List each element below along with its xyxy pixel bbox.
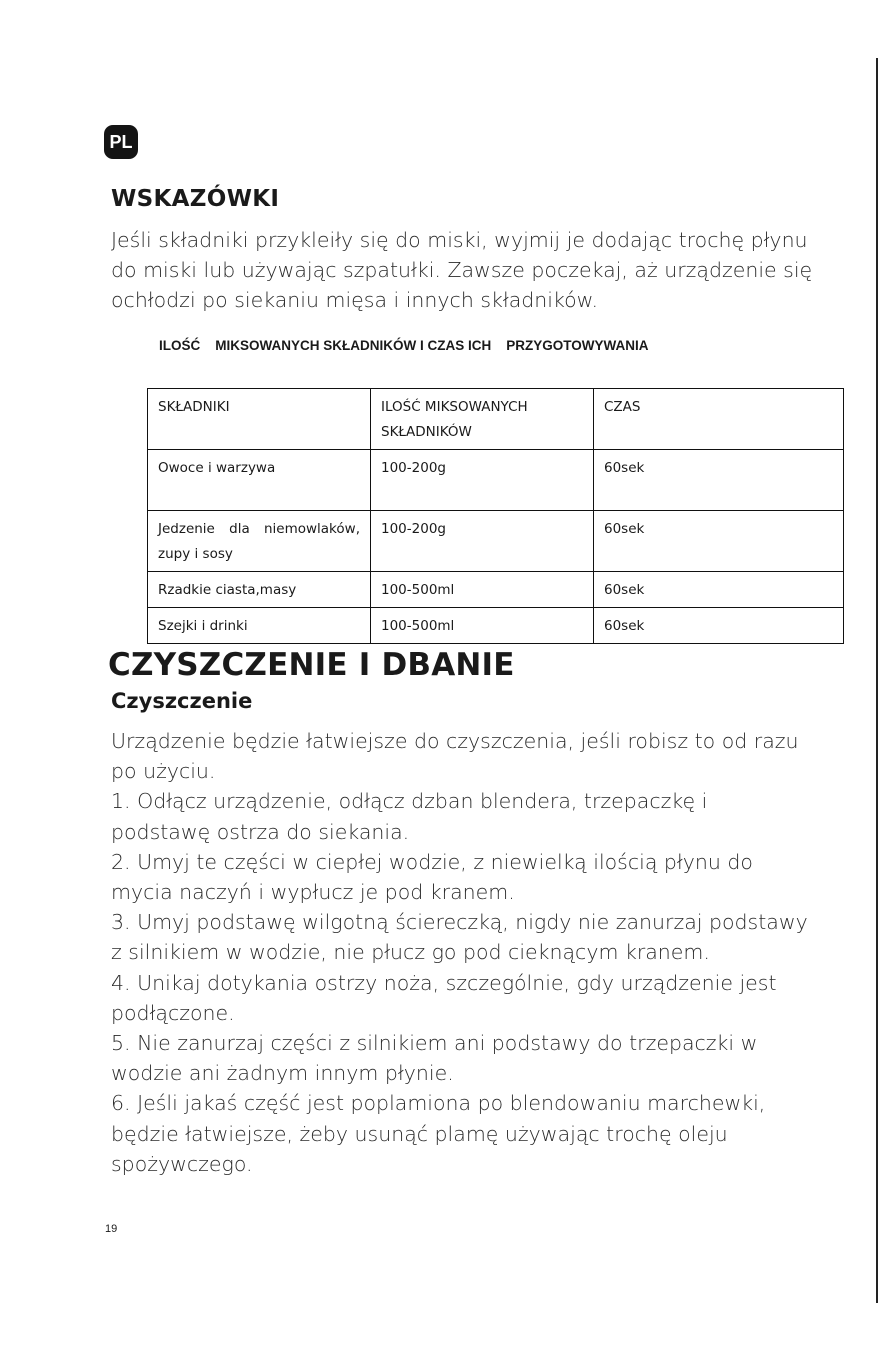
ingredient-label: Owoce i warzywa bbox=[158, 460, 276, 476]
page-edge-rule bbox=[876, 58, 878, 1303]
table-row bbox=[148, 608, 844, 644]
table-header-row bbox=[148, 389, 844, 450]
mixing-table bbox=[147, 388, 844, 644]
cell-quantity: 100-200g bbox=[371, 511, 594, 572]
cell-time: 60sek bbox=[594, 511, 844, 572]
cell-time: 60sek bbox=[594, 572, 844, 608]
cell-quantity: 100-200g bbox=[371, 450, 594, 511]
cleaning-heading: CZYSZCZENIE I DBANIE bbox=[108, 647, 515, 683]
table-row bbox=[148, 450, 844, 511]
header-time: CZAS bbox=[594, 389, 844, 450]
language-badge: PL bbox=[104, 125, 138, 159]
cell-ingredient: Szejki i drinki bbox=[148, 608, 371, 644]
cleaning-step-2: 2. Umyj te części w ciepłej wodzie, z niewielką ilością płynu do mycia naczyń i wypłucz je pod kranem. bbox=[111, 849, 753, 905]
tips-heading: WSKAZÓWKI bbox=[111, 186, 280, 212]
cell-ingredient: Rzadkie ciasta,masy bbox=[148, 572, 371, 608]
header-ingredients: SKŁADNIKI bbox=[148, 389, 371, 450]
cleaning-step-4: 4. Unikaj dotykania ostrzy noża, szczególnie, gdy urządzenie jest podłączone. bbox=[111, 970, 777, 1025]
cleaning-step-6: 6. Jeśli jakaś część jest poplamiona po blendowaniu marchewki, będzie łatwiejsze, żeby usunąć plamę używając trochę oleju spożywczego. bbox=[111, 1091, 766, 1176]
cell-time: 60sek bbox=[594, 608, 844, 644]
cell-quantity: 100-500ml bbox=[371, 608, 594, 644]
cell-ingredient: Jedzenie dla niemowlaków, zupy i sosy bbox=[148, 511, 371, 572]
table-row bbox=[148, 572, 844, 608]
cleaning-step-3: 3. Umyj podstawę wilgotną ściereczką, nigdy nie zanurzaj podstawy z silnikiem w wodzie, nie płucz go pod cieknącym kranem. bbox=[111, 910, 808, 965]
table-row bbox=[148, 511, 844, 572]
cell-quantity: 100-500ml bbox=[371, 572, 594, 608]
cell-time: 60sek bbox=[594, 450, 844, 511]
page-number: 19 bbox=[105, 1223, 118, 1235]
tips-paragraph: Jeśli składniki przykleiły się do miski, wyjmij je dodając trochę płynu do miski lub używając szpatułki. Zawsze poczekaj, aż urządzenie się ochłodzi po siekaniu mięsa i innych składników. bbox=[111, 228, 813, 312]
cleaning-intro: Urządzenie będzie łatwiejsze do czyszczenia, jeśli robisz to od razu po użyciu. bbox=[111, 729, 799, 784]
cleaning-body bbox=[111, 726, 811, 1179]
header-quantity: ILOŚĆ MIKSOWANYCH SKŁADNIKÓW bbox=[371, 389, 594, 450]
spacer bbox=[158, 481, 360, 506]
cleaning-step-5: 5. Nie zanurzaj części z silnikiem ani podstawy do trzepaczki w wodzie ani żadnym innym płynie. bbox=[111, 1031, 758, 1086]
cell-ingredient bbox=[148, 450, 371, 511]
cleaning-step-1: 1. Odłącz urządzenie, odłącz dzban blendera, trzepaczkę i podstawę ostrza do siekania. bbox=[111, 789, 708, 844]
cleaning-subheading: Czyszczenie bbox=[111, 689, 253, 713]
table-title: ILOŚĆ MIKSOWANYCH SKŁADNIKÓW I CZAS ICH PRZYGOTOWYWANIA bbox=[159, 338, 649, 353]
